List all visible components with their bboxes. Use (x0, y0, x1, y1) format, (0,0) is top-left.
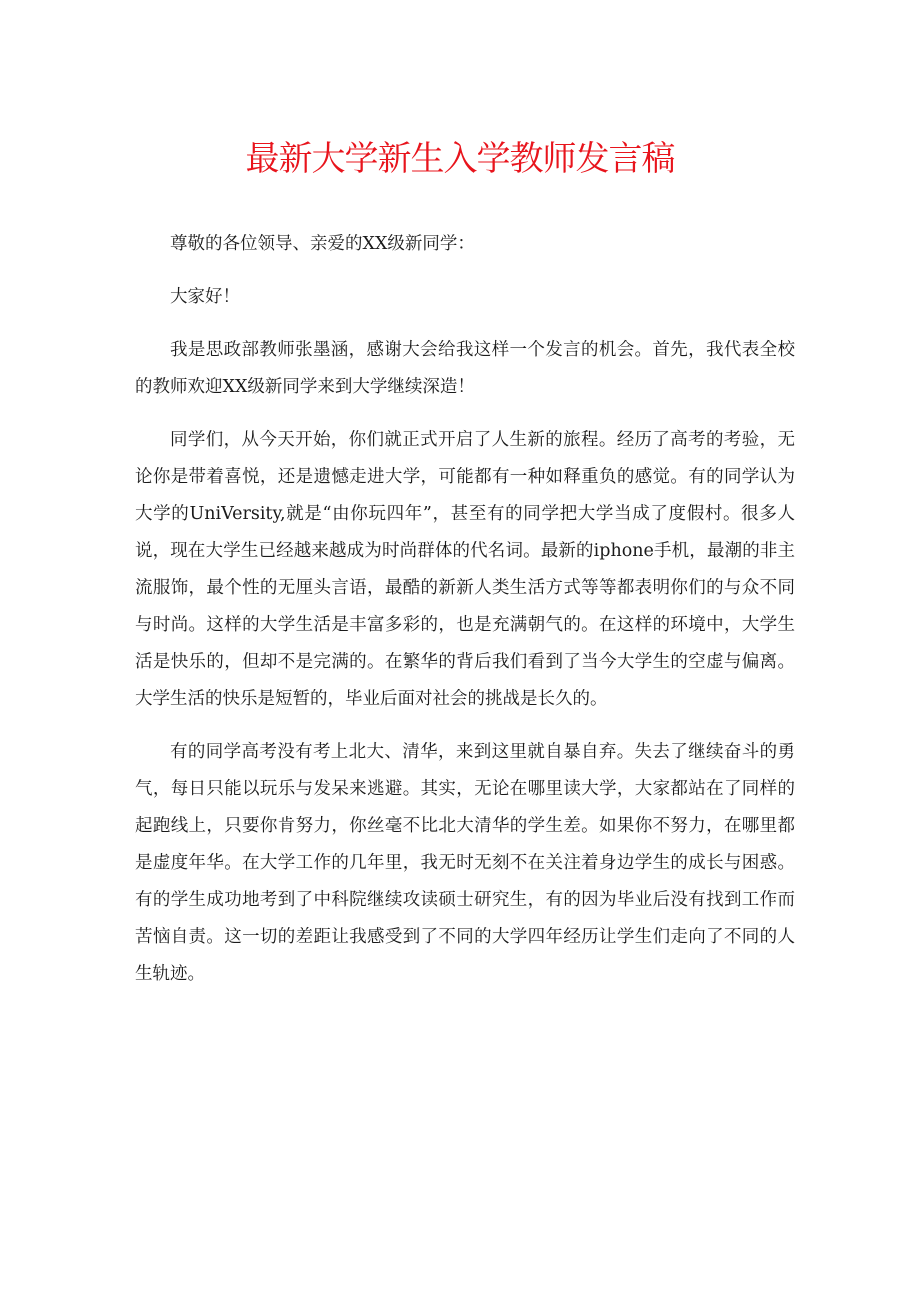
document-body (135, 226, 795, 1009)
body-paragraph-2: 有的同学高考没有考上北大、清华，来到这里就自暴自弃。失去了继续奋斗的勇气，每日只能以玩乐与发呆来逃避。其实，无论在哪里读大学，大家都站在了同样的起跑线上，只要你肯努力，你丝毫不比北大清华的学生差。如果你不努力，在哪里都是虚度年华。在大学工作的几年里，我无时无刻不在关注着身边学生的成长与困惑。有的学生成功地考到了中科院继续攻读硕士研究生，有的因为毕业后没有找到工作而苦恼自责。这一切的差距让我感受到了不同的大学四年经历让学生们走向了不同的人生轨迹。 (135, 742, 795, 984)
body-paragraph-1: 同学们，从今天开始，你们就正式开启了人生新的旅程。经历了高考的考验，无论你是带着喜悦，还是遗憾走进大学，可能都有一种如释重负的感觉。有的同学认为大学的UniVersity,就是“由你玩四年”，甚至有的同学把大学当成了度假村。很多人说，现在大学生已经越来越成为时尚群体的代名词。最新的iphone手机，最潮的非主流服饰，最个性的无厘头言语，最酷的新新人类生活方式等等都表明你们的与众不同与时尚。这样的大学生活是丰富多彩的，也是充满朝气的。在这样的环境中，大学生活是快乐的，但却不是完满的。在繁华的背后我们看到了当今大学生的空虚与偏离。大学生活的快乐是短暂的，毕业后面对社会的挑战是长久的。 (135, 430, 795, 709)
document-title: 最新大学新生入学教师发言稿 (245, 139, 675, 179)
introduction-paragraph: 我是思政部教师张墨涵，感谢大会给我这样一个发言的机会。首先，我代表全校的教师欢迎XX级新同学来到大学继续深造！ (135, 340, 795, 397)
greeting-paragraph: 大家好！ (170, 287, 240, 307)
salutation-paragraph: 尊敬的各位领导、亲爱的XX级新同学： (170, 234, 475, 254)
